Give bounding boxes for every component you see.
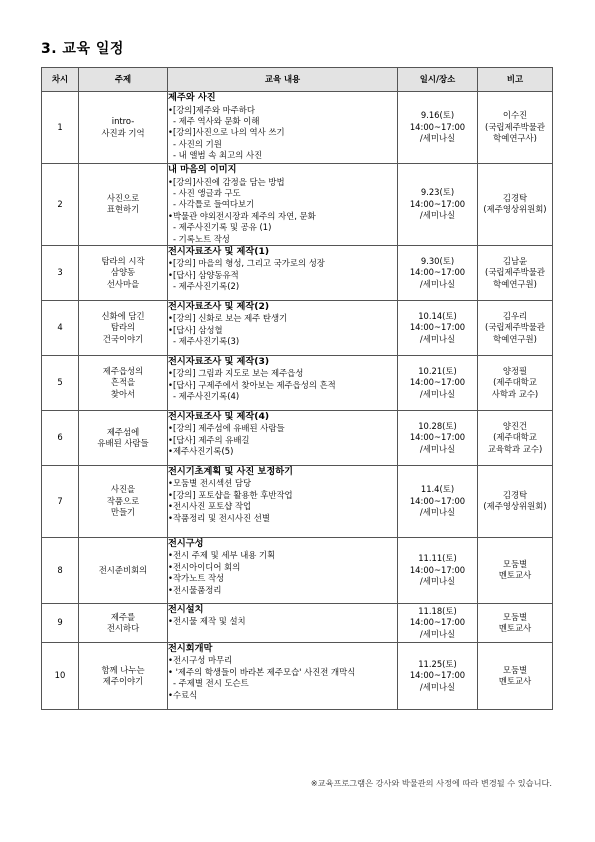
table-row — [42, 410, 553, 465]
topic-cell — [79, 410, 168, 465]
session-number: 4 — [42, 300, 79, 355]
date-line: /세미나실 — [419, 388, 456, 399]
topic-line: 전시하다 — [106, 622, 140, 633]
table-header-row — [42, 68, 553, 92]
date-line: /세미나실 — [419, 133, 456, 144]
content-cell — [168, 245, 398, 300]
note-line: (제주영상위원회) — [483, 204, 547, 215]
date-place-cell — [398, 642, 478, 709]
topic-line: 전시준비회의 — [98, 564, 148, 575]
content-item: •[답사] 구제주에서 찾아보는 제주읍성의 흔적 — [168, 379, 336, 390]
date-line: 11.18(토) — [418, 605, 457, 616]
date-place-cell — [398, 245, 478, 300]
note-line: 이수진 — [502, 110, 528, 121]
content-item: •전시 주제 및 세부 내용 기획 — [168, 550, 276, 561]
date-line: 11.4(토) — [420, 484, 455, 495]
topic-line: 탐라의 시작 — [101, 255, 145, 266]
date-line: 9.23(토) — [420, 187, 455, 198]
note-cell — [478, 465, 553, 537]
table-row — [42, 245, 553, 300]
topic-line: 탐라의 — [110, 322, 136, 333]
date-line: 11.11(토) — [418, 553, 457, 564]
session-number: 5 — [42, 355, 79, 410]
header-content: 교육 내용 — [168, 68, 398, 92]
note-line: 사학과 교수) — [491, 388, 539, 399]
session-number: 6 — [42, 410, 79, 465]
content-cell — [168, 92, 398, 164]
date-place-cell — [398, 410, 478, 465]
content-subitem: - 기록노트 작성 — [173, 233, 230, 244]
note-line: 김우리 — [502, 310, 528, 321]
date-line: 14:00~17:00 — [409, 670, 466, 681]
content-subitem: - 제주 역사와 문화 이해 — [173, 115, 260, 126]
note-cell — [478, 92, 553, 164]
date-line: 14:00~17:00 — [409, 198, 466, 209]
topic-line: 흔적을 — [110, 377, 136, 388]
date-line: /세미나실 — [419, 333, 456, 344]
content-item: •박물관 야외전시장과 제주의 자연, 문화 — [168, 210, 316, 221]
content-item: •[답사] 삼성혈 — [168, 324, 223, 335]
topic-cell — [79, 300, 168, 355]
note-line: 학예연구원) — [493, 333, 537, 344]
note-line: 학예연구원) — [493, 278, 537, 289]
content-item: •모둠별 전시섹션 담당 — [168, 478, 252, 489]
topic-cell — [79, 465, 168, 537]
note-line: (제주대학교 — [493, 432, 537, 443]
content-item: •전시구성 마무리 — [168, 655, 233, 666]
content-cell — [168, 164, 398, 246]
date-line: 11.25(토) — [418, 658, 457, 669]
content-item: •작품정리 및 전시사진 선별 — [168, 512, 270, 523]
topic-cell — [79, 245, 168, 300]
content-item: •[답사] 삼양동유적 — [168, 269, 239, 280]
date-line: 10.21(토) — [418, 365, 457, 376]
note-cell — [478, 300, 553, 355]
note-line: 교육학과 교수) — [487, 443, 543, 454]
topic-line: 사진으로 — [106, 193, 140, 204]
note-line: 학예연구사) — [493, 133, 537, 144]
table-row — [42, 355, 553, 410]
date-line: /세미나실 — [419, 210, 456, 221]
section-title: 3. 교육 일정 — [41, 41, 124, 57]
topic-line: 제주섬에 — [106, 426, 140, 437]
content-item: •전시물품정리 — [168, 584, 222, 595]
topic-line: 표현하기 — [106, 204, 140, 215]
date-line: /세미나실 — [419, 443, 456, 454]
content-cell — [168, 537, 398, 603]
content-item: •전시사진 포토샵 작업 — [168, 501, 252, 512]
topic-line: 찾아서 — [110, 388, 136, 399]
note-line: 멘토교사 — [498, 622, 532, 633]
content-item: • '제주의 학생들이 바라본 제주모습' 사진전 개막식 — [168, 666, 356, 677]
note-line: (국립제주박물관 — [485, 267, 545, 278]
content-title: 전시자료조사 및 제작(3) — [168, 355, 270, 367]
topic-line: 제주읍성의 — [102, 365, 144, 376]
table-row — [42, 603, 553, 642]
date-line: 14:00~17:00 — [409, 617, 466, 628]
content-item: •[강의]사진으로 나의 역사 쓰기 — [168, 127, 285, 138]
content-subitem: - 제주사진기록(4) — [173, 391, 240, 402]
content-item: •[강의] 마을의 형성, 그리고 국가로의 성장 — [168, 258, 325, 269]
content-cell — [168, 465, 398, 537]
date-line: 9.30(토) — [420, 255, 455, 266]
topic-line: 건국이야기 — [102, 333, 144, 344]
content-title: 전시구성 — [168, 537, 204, 549]
note-line: 모둠별 — [502, 664, 528, 675]
date-line: 14:00~17:00 — [409, 322, 466, 333]
topic-line: 사진을 — [110, 484, 136, 495]
topic-cell — [79, 92, 168, 164]
topic-line: 유배된 사람들 — [97, 437, 149, 448]
note-cell — [478, 164, 553, 246]
note-line: 멘토교사 — [498, 675, 532, 686]
date-place-cell — [398, 465, 478, 537]
note-line: 멘토교사 — [498, 570, 532, 581]
content-title: 전시자료조사 및 제작(1) — [168, 245, 270, 257]
date-line: 14:00~17:00 — [409, 564, 466, 575]
date-line: /세미나실 — [419, 507, 456, 518]
note-cell — [478, 410, 553, 465]
topic-cell — [79, 355, 168, 410]
table-row — [42, 164, 553, 246]
table-row — [42, 465, 553, 537]
note-cell — [478, 537, 553, 603]
date-place-cell — [398, 164, 478, 246]
date-line: 14:00~17:00 — [409, 377, 466, 388]
date-line: /세미나실 — [419, 576, 456, 587]
topic-line: 신화에 담긴 — [101, 310, 145, 321]
session-number: 2 — [42, 164, 79, 246]
session-number: 10 — [42, 642, 79, 709]
date-line: 14:00~17:00 — [409, 432, 466, 443]
note-line: 양정필 — [502, 365, 528, 376]
content-item: •[답사] 제주의 유배길 — [168, 434, 250, 445]
table-row — [42, 300, 553, 355]
note-line: 김경탁 — [502, 193, 528, 204]
date-line: 9.16(토) — [420, 110, 455, 121]
content-item: •전시아이디어 회의 — [168, 561, 241, 572]
date-line: 14:00~17:00 — [409, 121, 466, 132]
date-line: 10.14(토) — [418, 310, 457, 321]
content-subitem: - 제주사진기록(3) — [173, 336, 240, 347]
content-item: •[강의] 신화로 보는 제주 탄생기 — [168, 313, 288, 324]
topic-cell — [79, 642, 168, 709]
content-item: •[강의] 그림과 지도로 보는 제주읍성 — [168, 368, 304, 379]
note-line: 양진건 — [502, 420, 528, 431]
content-item: •작가노트 작성 — [168, 573, 225, 584]
header-session: 차시 — [42, 68, 79, 92]
content-title: 전시자료조사 및 제작(2) — [168, 300, 270, 312]
content-title: 제주와 사진 — [168, 92, 216, 103]
note-cell — [478, 642, 553, 709]
header-note: 비고 — [478, 68, 553, 92]
content-title: 전시회개막 — [168, 642, 213, 654]
content-cell — [168, 603, 398, 642]
note-line: 모둠별 — [502, 611, 528, 622]
content-item: •전시물 제작 및 설치 — [168, 616, 246, 627]
session-number: 1 — [42, 92, 79, 164]
note-line: 김남윤 — [502, 255, 528, 266]
content-subitem: - 내 앨범 속 최고의 사진 — [173, 150, 263, 161]
session-number: 9 — [42, 603, 79, 642]
content-subitem: - 사각틀로 들여다보기 — [173, 199, 255, 210]
topic-line: 선사마을 — [106, 278, 140, 289]
note-line: (국립제주박물관 — [485, 322, 545, 333]
topic-line: intro- — [111, 116, 135, 127]
content-item: •[강의]사진에 감정을 담는 방법 — [168, 176, 285, 187]
note-line: 모둠별 — [502, 559, 528, 570]
schedule-table — [41, 67, 553, 710]
footnote: ※교육프로그램은 강사와 박물관의 사정에 따라 변경될 수 있습니다. — [310, 778, 552, 788]
content-item: •[강의] 포토샵을 활용한 후반작업 — [168, 489, 293, 500]
content-item: •[강의] 제주섬에 유배된 사람들 — [168, 423, 285, 434]
topic-line: 제주이야기 — [102, 675, 144, 686]
topic-cell — [79, 537, 168, 603]
topic-line: 제주를 — [110, 611, 136, 622]
date-line: /세미나실 — [419, 681, 456, 692]
date-place-cell — [398, 355, 478, 410]
session-number: 7 — [42, 465, 79, 537]
note-line: (제주영상위원회) — [483, 501, 547, 512]
note-line: (국립제주박물관 — [485, 121, 545, 132]
topic-line: 삼양동 — [110, 267, 136, 278]
content-item: •제주사진기록(5) — [168, 446, 234, 457]
content-cell — [168, 410, 398, 465]
date-place-cell — [398, 92, 478, 164]
session-number: 3 — [42, 245, 79, 300]
content-cell — [168, 355, 398, 410]
note-cell — [478, 245, 553, 300]
topic-cell — [79, 164, 168, 246]
date-line: 10.28(토) — [418, 420, 457, 431]
note-cell — [478, 603, 553, 642]
date-place-cell — [398, 603, 478, 642]
content-title: 전시자료조사 및 제작(4) — [168, 410, 270, 422]
content-item: •수료식 — [168, 689, 198, 700]
table-body — [42, 92, 553, 710]
note-line: (제주대학교 — [493, 377, 537, 388]
date-line: 14:00~17:00 — [409, 495, 466, 506]
content-title: 내 마음의 이미지 — [168, 164, 237, 175]
date-line: /세미나실 — [419, 278, 456, 289]
content-title: 전시기초계획 및 사진 보정하기 — [168, 465, 293, 477]
content-subitem: - 사진 앵글과 구도 — [173, 187, 241, 198]
date-line: /세미나실 — [419, 628, 456, 639]
topic-line: 작품으로 — [106, 495, 140, 506]
date-line: 14:00~17:00 — [409, 267, 466, 278]
table-row — [42, 642, 553, 709]
content-subitem: - 사진의 기원 — [173, 138, 222, 149]
topic-line: 함께 나누는 — [101, 664, 145, 675]
date-place-cell — [398, 300, 478, 355]
content-item: •[강의]제주와 마주하다 — [168, 104, 255, 115]
topic-cell — [79, 603, 168, 642]
content-cell — [168, 300, 398, 355]
topic-line: 만들기 — [110, 507, 136, 518]
date-place-cell — [398, 537, 478, 603]
header-topic: 주제 — [79, 68, 168, 92]
topic-line: 사진과 기억 — [101, 127, 145, 138]
content-subitem: - 제주사진기록 및 공유 (1) — [173, 222, 272, 233]
session-number: 8 — [42, 537, 79, 603]
content-subitem: - 제주사진기록(2) — [173, 281, 240, 292]
header-date-place: 일시/장소 — [398, 68, 478, 92]
table-row — [42, 92, 553, 164]
content-subitem: - 주제별 전시 도슨트 — [173, 678, 249, 689]
note-cell — [478, 355, 553, 410]
content-title: 전시설치 — [168, 603, 204, 615]
content-cell — [168, 642, 398, 709]
table-row — [42, 537, 553, 603]
note-line: 김경탁 — [502, 490, 528, 501]
